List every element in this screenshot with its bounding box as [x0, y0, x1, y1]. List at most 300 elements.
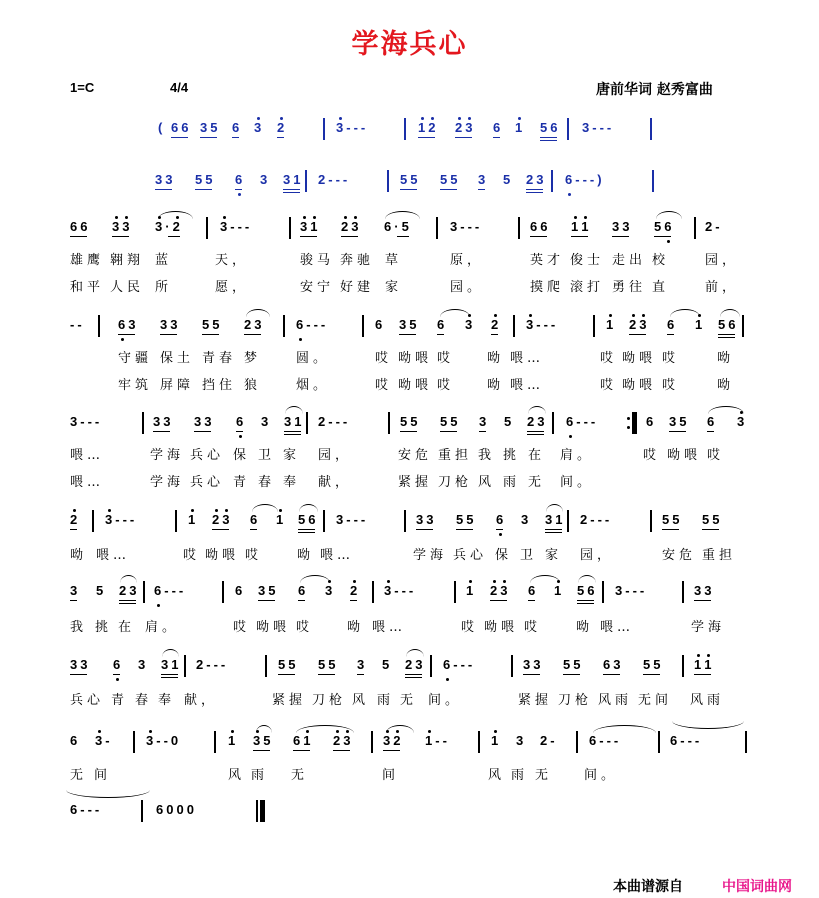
- note-group: [212, 512, 232, 538]
- note: 3: [160, 317, 171, 332]
- lyric-syllable: 挡住: [202, 378, 237, 393]
- note-group: [298, 512, 318, 538]
- lyric-syllable: 保: [495, 548, 513, 563]
- barline: [387, 170, 389, 192]
- note: -: [597, 512, 605, 527]
- tie-slur-arc: [385, 211, 420, 219]
- lyric-syllable: 哎: [233, 620, 251, 635]
- note: 3: [343, 733, 354, 748]
- lyric-syllable: 呦: [717, 351, 735, 366]
- note-group: [260, 172, 270, 198]
- note: 5: [643, 657, 654, 672]
- lyric-syllable: 雨: [511, 768, 529, 783]
- note: 5: [268, 583, 279, 598]
- note: -: [94, 414, 103, 429]
- note: -: [583, 414, 591, 429]
- note-group: [670, 733, 702, 759]
- note: 2: [318, 414, 329, 429]
- note: 5: [718, 317, 729, 332]
- note-group: [516, 733, 526, 759]
- lyric-syllable: 哎: [600, 351, 618, 366]
- note-group: [384, 219, 412, 245]
- note: 6: [375, 317, 386, 332]
- note-group: [276, 512, 286, 538]
- lyric-syllable: 雨: [503, 475, 521, 490]
- note: 1: [515, 120, 526, 135]
- note-group: [577, 583, 597, 609]
- beam-underline: [70, 600, 77, 601]
- lyric-syllable: 刀枪: [312, 693, 347, 708]
- lyric-syllable: 哎: [183, 548, 201, 563]
- notation-row: [0, 172, 819, 202]
- note-group: [236, 414, 246, 440]
- note-group: [70, 802, 102, 828]
- note: -: [77, 317, 85, 332]
- note: -: [401, 583, 409, 598]
- lyric-syllable: 奉: [283, 475, 301, 490]
- note-group: [96, 583, 106, 609]
- note-group: [336, 120, 368, 146]
- lyric-syllable: 烟。: [296, 378, 331, 393]
- lyric-syllable: 卫: [258, 448, 276, 463]
- note: -: [435, 733, 443, 748]
- note: 3: [138, 657, 149, 672]
- lyric-syllable: 原，: [450, 253, 485, 268]
- note-group: [118, 317, 138, 343]
- beam-underline: [283, 192, 300, 193]
- barline: [133, 731, 135, 753]
- note: -: [408, 583, 417, 598]
- lyric-syllable: 梦: [244, 351, 262, 366]
- note-group: [478, 172, 488, 198]
- note-group: [341, 219, 361, 245]
- note: -: [606, 733, 614, 748]
- beam-underline: [493, 137, 500, 138]
- note: -: [213, 657, 221, 672]
- note-group: [188, 512, 198, 538]
- beam-underline: [577, 603, 594, 604]
- beam-underline: [400, 189, 417, 190]
- note-group: [669, 414, 689, 440]
- note-group: [707, 414, 717, 440]
- note: -: [550, 317, 559, 332]
- note-group: [318, 414, 350, 440]
- lyric-syllable: 前，: [705, 280, 740, 295]
- note-group: [646, 414, 656, 440]
- tie-slur-arc: [158, 211, 193, 219]
- note: -: [244, 219, 253, 234]
- note: -: [342, 414, 351, 429]
- barline: [552, 412, 554, 434]
- note: 5: [409, 317, 420, 332]
- note-group: [95, 733, 113, 759]
- note-group: [296, 317, 328, 343]
- note-group: [283, 172, 303, 198]
- beam-underline: [405, 674, 422, 675]
- note-group: [119, 583, 139, 609]
- note: -: [550, 733, 558, 748]
- note: 1: [171, 657, 182, 672]
- note: -: [70, 317, 78, 332]
- lyric-syllable: 滚打: [570, 280, 605, 295]
- lyric-syllable: 青: [111, 693, 129, 708]
- note: 5: [318, 657, 329, 672]
- lyric-syllable: 喂…: [70, 448, 105, 463]
- lyric-syllable: 愿，: [215, 280, 250, 295]
- lyric-syllable: 俊士: [570, 253, 605, 268]
- note-group: [606, 317, 616, 343]
- note: 3: [622, 219, 633, 234]
- note: 2: [428, 120, 439, 135]
- tie-slur-arc: [720, 309, 740, 317]
- beam-underline: [527, 434, 544, 435]
- note: 3: [80, 657, 91, 672]
- note-group: [113, 657, 123, 683]
- note: 0: [176, 802, 187, 817]
- note: -: [171, 583, 179, 598]
- source-label: 本曲谱源自: [613, 879, 683, 895]
- note-group: [526, 317, 558, 343]
- note: 3: [336, 512, 347, 527]
- beam-underline: [113, 674, 120, 675]
- note: 2: [393, 733, 404, 748]
- note-group: [146, 733, 181, 759]
- note: 3: [129, 583, 140, 598]
- note-group: [629, 317, 649, 343]
- lyric-syllable: 勇往: [612, 280, 647, 295]
- lyric-syllable: 肩。: [560, 448, 595, 463]
- barline: [371, 731, 373, 753]
- lyric-syllable: 风: [228, 768, 246, 783]
- note-group: [254, 120, 264, 146]
- beam-underline: [70, 674, 87, 675]
- note: -: [156, 733, 164, 748]
- lyric-syllable: 呦喂: [256, 620, 291, 635]
- lyrics-line: [0, 544, 819, 564]
- note: 3: [357, 657, 368, 672]
- note: 6: [550, 120, 561, 135]
- note: 3: [258, 583, 269, 598]
- tie-slur-arc: [386, 725, 414, 733]
- note: 3: [523, 657, 534, 672]
- note: 5: [456, 512, 467, 527]
- note: 3: [399, 317, 410, 332]
- note: 3: [383, 733, 394, 748]
- lyric-syllable: 风: [488, 768, 506, 783]
- note: 2: [277, 120, 288, 135]
- beam-underline: [277, 137, 284, 138]
- note: 3: [612, 219, 623, 234]
- note: 5: [278, 657, 289, 672]
- lyric-syllable: 学海: [150, 475, 185, 490]
- note: 3: [254, 317, 265, 332]
- note-group: [615, 583, 647, 609]
- note: 5: [210, 120, 221, 135]
- note-group: [493, 120, 503, 146]
- note-group: [357, 657, 367, 683]
- barline: [567, 510, 569, 532]
- lyric-syllable: 哎: [375, 351, 393, 366]
- note: 3: [351, 219, 362, 234]
- note-group: [284, 414, 304, 440]
- time-signature: 4/4: [170, 80, 189, 95]
- note: -: [94, 802, 103, 817]
- note: 6: [156, 802, 167, 817]
- lyric-syllable: 在: [528, 448, 546, 463]
- note: -: [680, 733, 688, 748]
- note: 0: [166, 802, 177, 817]
- lyric-syllable: 家: [283, 448, 301, 463]
- note-group: [554, 583, 564, 609]
- note: 6: [728, 317, 739, 332]
- lyric-syllable: 紧握: [272, 693, 307, 708]
- note-group: [450, 219, 482, 245]
- note: -: [599, 733, 607, 748]
- beam-underline: [293, 750, 310, 751]
- beam-underline: [577, 600, 594, 601]
- note: -: [206, 657, 214, 672]
- note: 6: [70, 802, 81, 817]
- repeat-barline: [632, 412, 637, 434]
- beam-underline: [300, 236, 317, 237]
- beam-underline: [437, 334, 444, 335]
- barline: [576, 731, 578, 753]
- beam-underline: [283, 189, 300, 190]
- note: -: [237, 219, 245, 234]
- lyric-syllable: 牢筑: [118, 378, 153, 393]
- lyrics-line: [0, 444, 819, 464]
- lyric-syllable: 无: [70, 768, 88, 783]
- notation-row: [0, 219, 819, 249]
- beam-underline: [707, 431, 714, 432]
- note: 5: [410, 172, 421, 187]
- note-group: [202, 317, 222, 343]
- tie-slur-arc: [299, 504, 318, 512]
- beam-underline: [694, 600, 711, 601]
- note: -: [342, 172, 351, 187]
- note-group: [318, 657, 338, 683]
- note-group: [375, 317, 385, 343]
- note-group: [293, 733, 313, 759]
- lyric-syllable: 圆。: [296, 351, 331, 366]
- notation-row: [0, 317, 819, 347]
- tie-slur-arc: [708, 406, 744, 414]
- barline: [92, 510, 94, 532]
- barline: [98, 315, 100, 337]
- note: 5: [410, 414, 421, 429]
- note-group: [298, 583, 308, 609]
- note: 5: [504, 414, 515, 429]
- lyric-syllable: 呦喂: [622, 351, 657, 366]
- lyric-syllable: 挑: [503, 448, 521, 463]
- note: -: [328, 172, 336, 187]
- note: 6: [667, 317, 678, 332]
- lyric-syllable: 哎: [662, 351, 680, 366]
- note: 2: [455, 120, 466, 135]
- tie-slur-arc: [440, 309, 470, 317]
- barline: [658, 731, 660, 753]
- barline: [323, 510, 325, 532]
- note: 5: [466, 512, 477, 527]
- note: 6: [496, 512, 507, 527]
- lyric-syllable: 呦: [487, 351, 505, 366]
- note: 6: [384, 219, 395, 234]
- note-group: [491, 733, 501, 759]
- note: -: [320, 317, 329, 332]
- note: 3: [194, 414, 205, 429]
- note-group: [70, 414, 102, 440]
- lyric-syllable: 园，: [580, 548, 615, 563]
- note: -: [582, 172, 590, 187]
- note: 3: [155, 219, 166, 234]
- key-signature: 1=C: [70, 80, 95, 95]
- source-site-link[interactable]: 中国词曲网: [722, 879, 792, 895]
- tie-slur-arc: [528, 406, 546, 414]
- note-group: [261, 414, 271, 440]
- note: 5: [702, 512, 713, 527]
- lyric-syllable: 间。: [560, 475, 595, 490]
- note-group: [194, 414, 214, 440]
- beam-underline: [202, 334, 219, 335]
- beam-underline: [232, 137, 239, 138]
- lyric-syllable: 青春: [202, 351, 237, 366]
- beam-underline: [669, 431, 686, 432]
- note: 3: [70, 414, 81, 429]
- lyric-syllable: 刀枪: [438, 475, 473, 490]
- barline: [652, 170, 654, 192]
- note-group: [399, 317, 419, 343]
- beam-underline: [161, 674, 178, 675]
- beam-underline: [168, 236, 180, 237]
- beam-underline: [298, 532, 315, 533]
- lyric-syllable: 呦: [487, 378, 505, 393]
- note-group: [278, 657, 298, 683]
- note: 3: [155, 172, 166, 187]
- beam-underline: [702, 529, 719, 530]
- note: 3: [336, 120, 347, 135]
- note-group: [580, 512, 612, 538]
- note: 2: [350, 583, 361, 598]
- note-group: [232, 120, 242, 146]
- note: 3: [284, 414, 295, 429]
- note-group: [491, 317, 501, 343]
- note: -: [80, 802, 88, 817]
- note: 5: [212, 317, 223, 332]
- tie-slur-arc: [252, 504, 278, 512]
- note: 2: [172, 219, 183, 234]
- note: 1: [294, 414, 305, 429]
- note: 3: [465, 317, 476, 332]
- lyrics-line: [0, 374, 819, 394]
- note: -: [467, 219, 475, 234]
- note: 2: [70, 512, 81, 527]
- final-barline: [256, 800, 258, 822]
- note-group: [70, 317, 85, 343]
- note: 5: [653, 657, 664, 672]
- lyric-syllable: 兵心: [70, 693, 105, 708]
- barline: [206, 217, 208, 239]
- note: 6: [70, 733, 81, 748]
- note: 2: [405, 657, 416, 672]
- note-group: [667, 317, 677, 343]
- beam-underline: [160, 334, 177, 335]
- lyric-syllable: 兵心: [190, 448, 225, 463]
- lyric-syllable: 哎: [375, 378, 393, 393]
- note-group: [496, 512, 506, 538]
- note: -: [715, 219, 723, 234]
- note-group: [540, 733, 558, 759]
- beam-underline: [318, 674, 335, 675]
- lyric-syllable: 翱翔: [110, 253, 145, 268]
- beam-underline: [119, 603, 136, 604]
- note: 3: [479, 414, 490, 429]
- lyric-syllable: 呦喂: [398, 378, 433, 393]
- tie-slur-arc: [406, 649, 424, 657]
- note: 3: [70, 583, 81, 598]
- note: 2: [490, 583, 501, 598]
- lyric-syllable: 天，: [215, 253, 250, 268]
- beam-underline: [298, 529, 315, 530]
- note: 3: [694, 583, 705, 598]
- note: 6: [603, 657, 614, 672]
- note-group: [643, 657, 663, 683]
- note: -: [328, 414, 336, 429]
- lyric-syllable: 风雨: [598, 693, 633, 708]
- beam-underline: [118, 334, 135, 335]
- lyric-syllable: 呦喂: [667, 448, 702, 463]
- credits: 唐前华词 赵秀富曲: [596, 82, 713, 98]
- note: 6: [236, 414, 247, 429]
- tie-slur-arc: [256, 725, 272, 733]
- note: 6: [664, 219, 675, 234]
- note-group: [70, 219, 90, 245]
- beam-underline: [153, 431, 170, 432]
- note: -: [353, 512, 361, 527]
- note: 3: [669, 414, 680, 429]
- repeat-dot: [627, 417, 630, 420]
- lyric-syllable: 奉: [158, 693, 176, 708]
- lyric-syllable: 直: [652, 280, 670, 295]
- notation-row: [0, 802, 819, 832]
- lyric-syllable: 重担: [702, 548, 737, 563]
- beam-underline: [212, 529, 229, 530]
- beam-underline: [523, 674, 540, 675]
- note-group: [160, 317, 180, 343]
- lyric-syllable: 在: [118, 620, 136, 635]
- lyric-syllable: 无: [528, 475, 546, 490]
- lyric-syllable: 献，: [318, 475, 353, 490]
- beam-underline: [718, 334, 735, 335]
- note: 5: [202, 317, 213, 332]
- note: -: [105, 733, 113, 748]
- tie-slur-arc: [578, 575, 596, 583]
- note-group: [566, 414, 598, 440]
- lyric-syllable: 摸爬: [530, 280, 565, 295]
- note-group: [158, 120, 165, 146]
- note: 1: [571, 219, 582, 234]
- notation-row: [0, 733, 819, 763]
- note-group: [336, 512, 368, 538]
- note: 2: [212, 512, 223, 527]
- lyric-syllable: 我: [478, 448, 496, 463]
- note: 6: [232, 120, 243, 135]
- lyric-syllable: 无间: [638, 693, 673, 708]
- tie-slur-arc: [120, 575, 137, 583]
- lyric-syllable: 人民: [110, 280, 145, 295]
- lyric-syllable: 学海: [150, 448, 185, 463]
- note: 3: [204, 414, 215, 429]
- beam-underline: [491, 334, 498, 335]
